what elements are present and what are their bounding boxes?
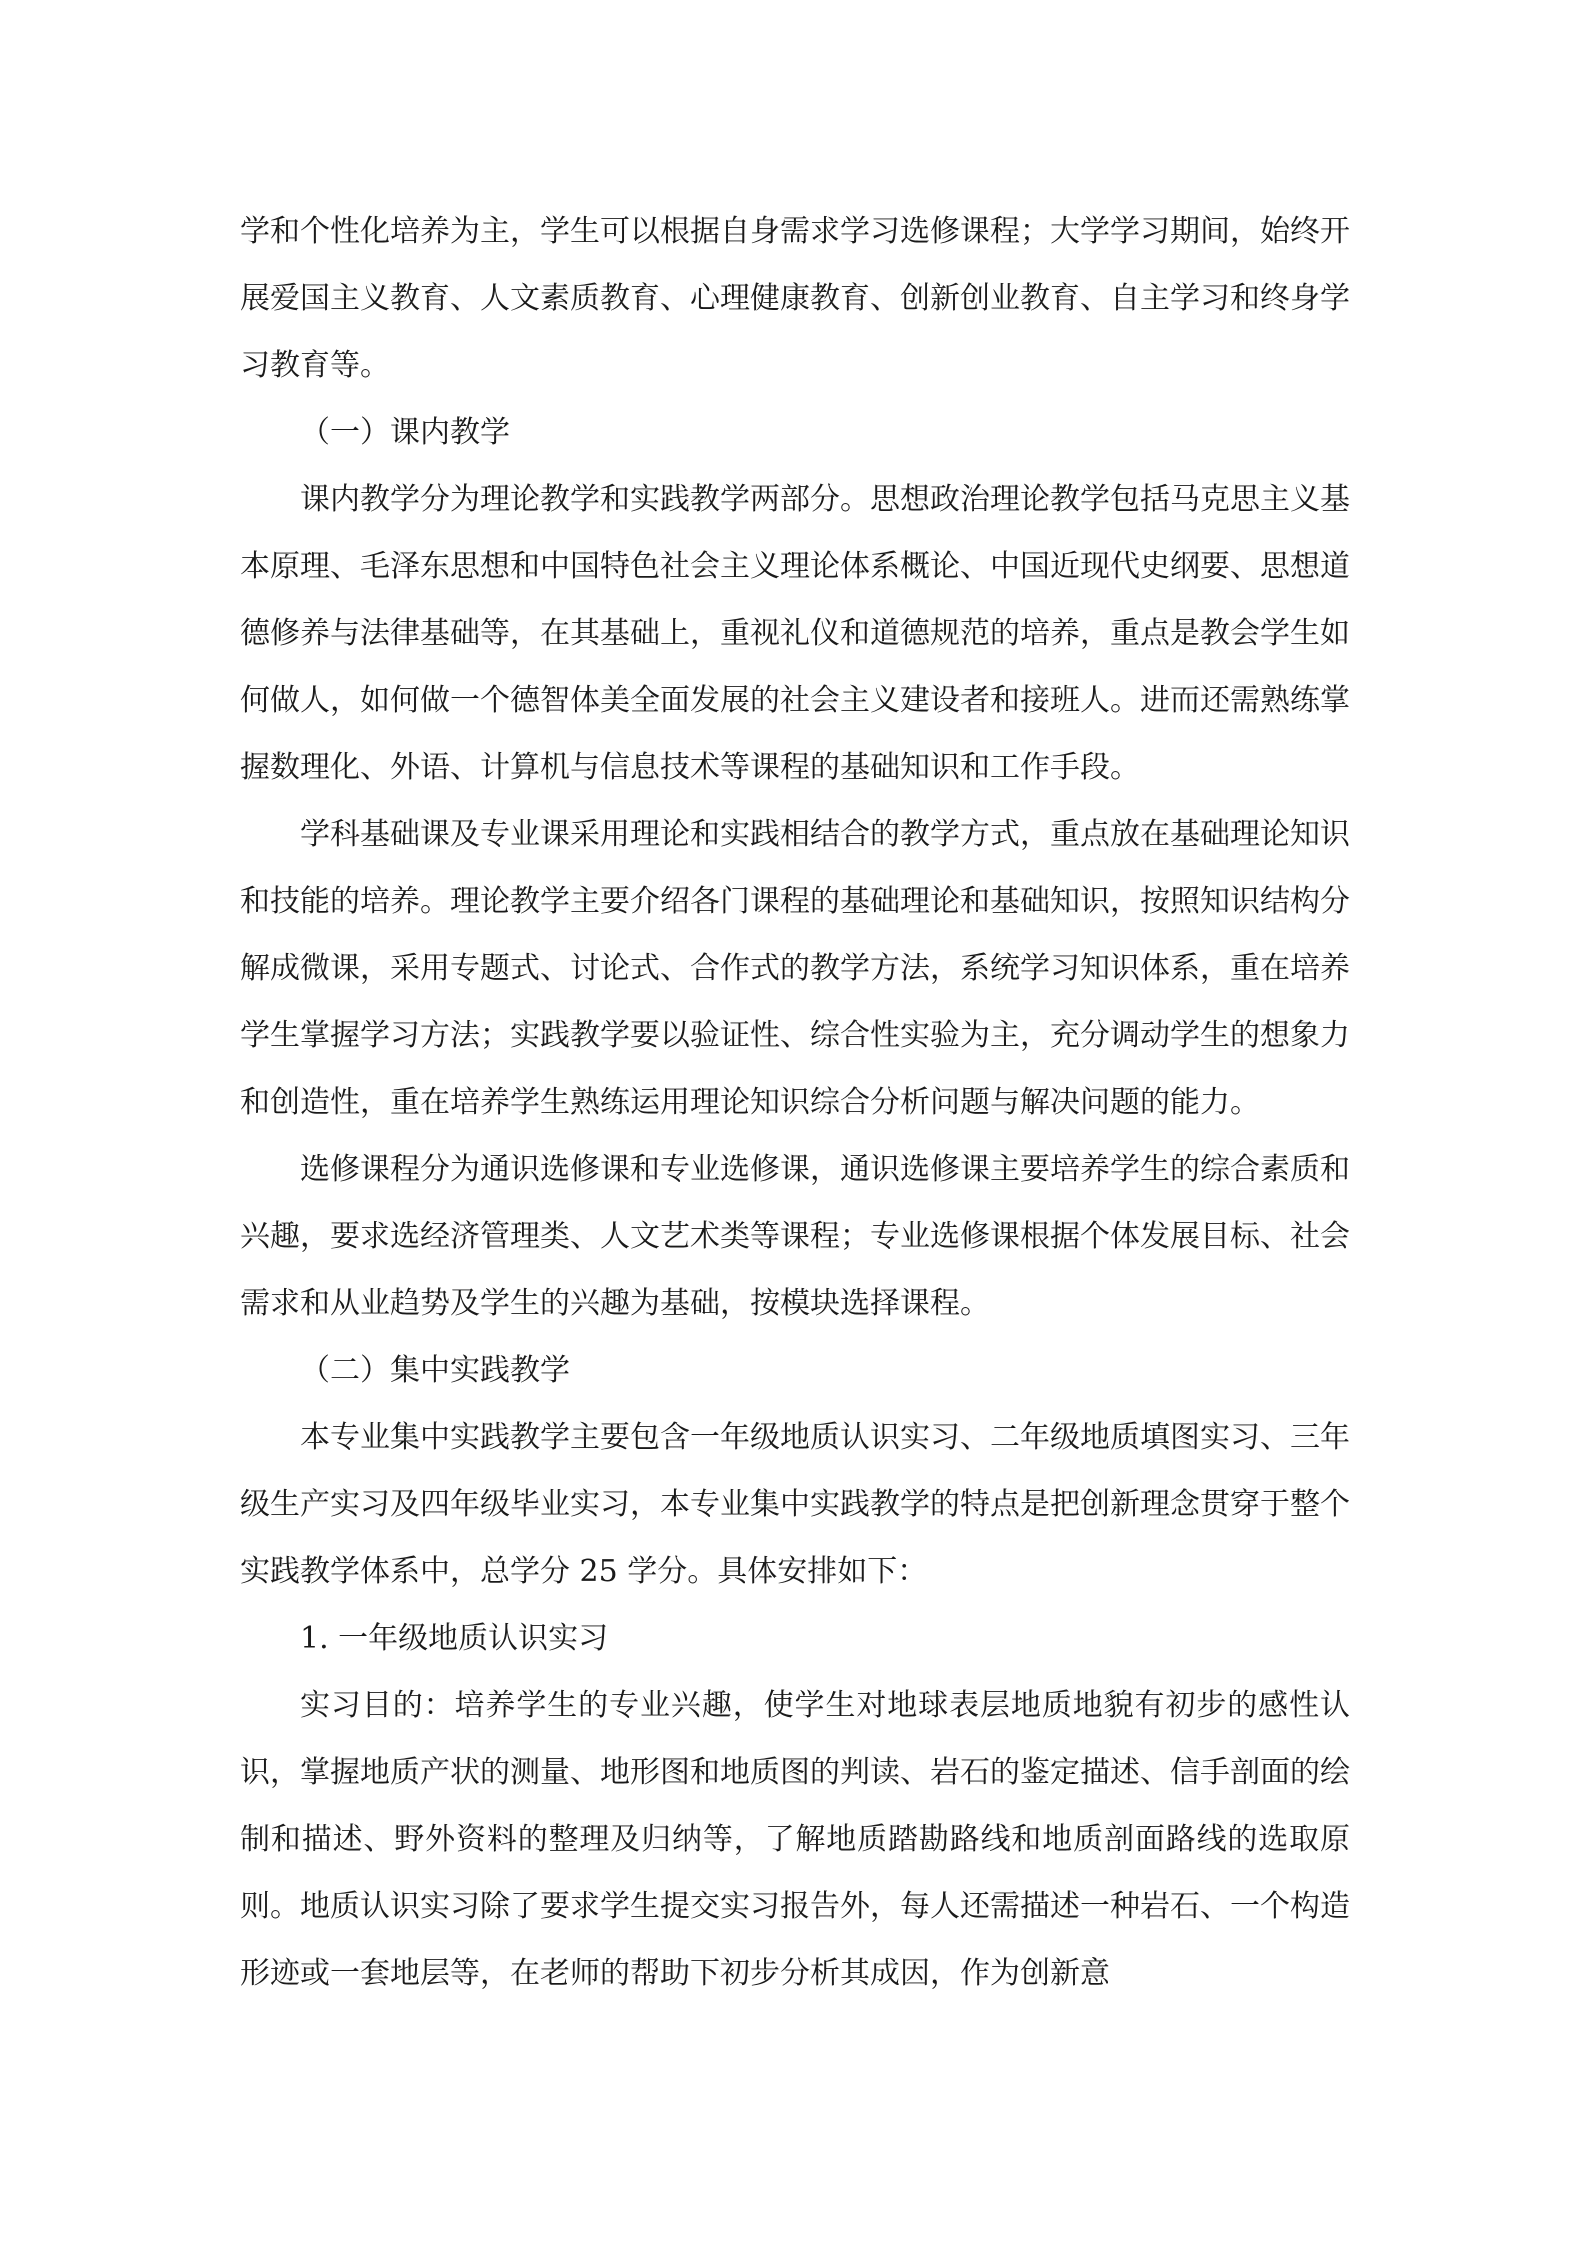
paragraph-continuation: 学和个性化培养为主，学生可以根据自身需求学习选修课程；大学学习期间，始终开展爱国主义教育、人文素质教育、心理健康教育、创新创业教育、自主学习和终身学习教育等。 [240, 214, 1350, 383]
paragraph-in-class-teaching: 课内教学分为理论教学和实践教学两部分。思想政治理论教学包括马克思主义基本原理、毛泽东思想和中国特色社会主义理论体系概论、中国近现代史纲要、思想道德修养与法律基础等，在其基础上，重视礼仪和道德规范的培养，重点是教会学生如何做人，如何做一个德智体美全面发展的社会主义建设者和接班人。进而还需熟练掌握数理化、外语、计算机与信息技术等课程的基础知识和工作手段。 [240, 482, 1350, 785]
subsection-heading-first-year-internship: 1. 一年级地质认识实习 [300, 1621, 609, 1656]
section-heading-in-class-teaching: （一）课内教学 [300, 415, 510, 450]
paragraph-internship-purpose: 实习目的：培养学生的专业兴趣，使学生对地球表层地质地貌有初步的感性认识，掌握地质产状的测量、地形图和地质图的判读、岩石的鉴定描述、信手剖面的绘制和描述、野外资料的整理及归纳等，了解地质踏勘路线和地质剖面路线的选取原则。地质认识实习除了要求学生提交实习报告外，每人还需描述一种岩石、一个构造形迹或一套地层等，在老师的帮助下初步分析其成因，作为创新意 [240, 1688, 1350, 1991]
paragraph-elective-courses: 选修课程分为通识选修课和专业选修课，通识选修课主要培养学生的综合素质和兴趣，要求选经济管理类、人文艺术类等课程；专业选修课根据个体发展目标、社会需求和从业趋势及学生的兴趣为基础，按模块选择课程。 [240, 1152, 1350, 1321]
paragraph-foundation-courses: 学科基础课及专业课采用理论和实践相结合的教学方式，重点放在基础理论知识和技能的培养。理论教学主要介绍各门课程的基础理论和基础知识，按照知识结构分解成微课，采用专题式、讨论式、合作式的教学方法，系统学习知识体系，重在培养学生掌握学习方法；实践教学要以验证性、综合性实验为主，充分调动学生的想象力和创造性，重在培养学生熟练运用理论知识综合分析问题与解决问题的能力。 [240, 817, 1350, 1120]
document-body [240, 198, 1350, 2007]
paragraph-centralized-practice: 本专业集中实践教学主要包含一年级地质认识实习、二年级地质填图实习、三年级生产实习及四年级毕业实习，本专业集中实践教学的特点是把创新理念贯穿于整个实践教学体系中，总学分 25 学分。具体安排如下： [240, 1420, 1350, 1589]
section-heading-centralized-practice: （二）集中实践教学 [300, 1353, 570, 1388]
